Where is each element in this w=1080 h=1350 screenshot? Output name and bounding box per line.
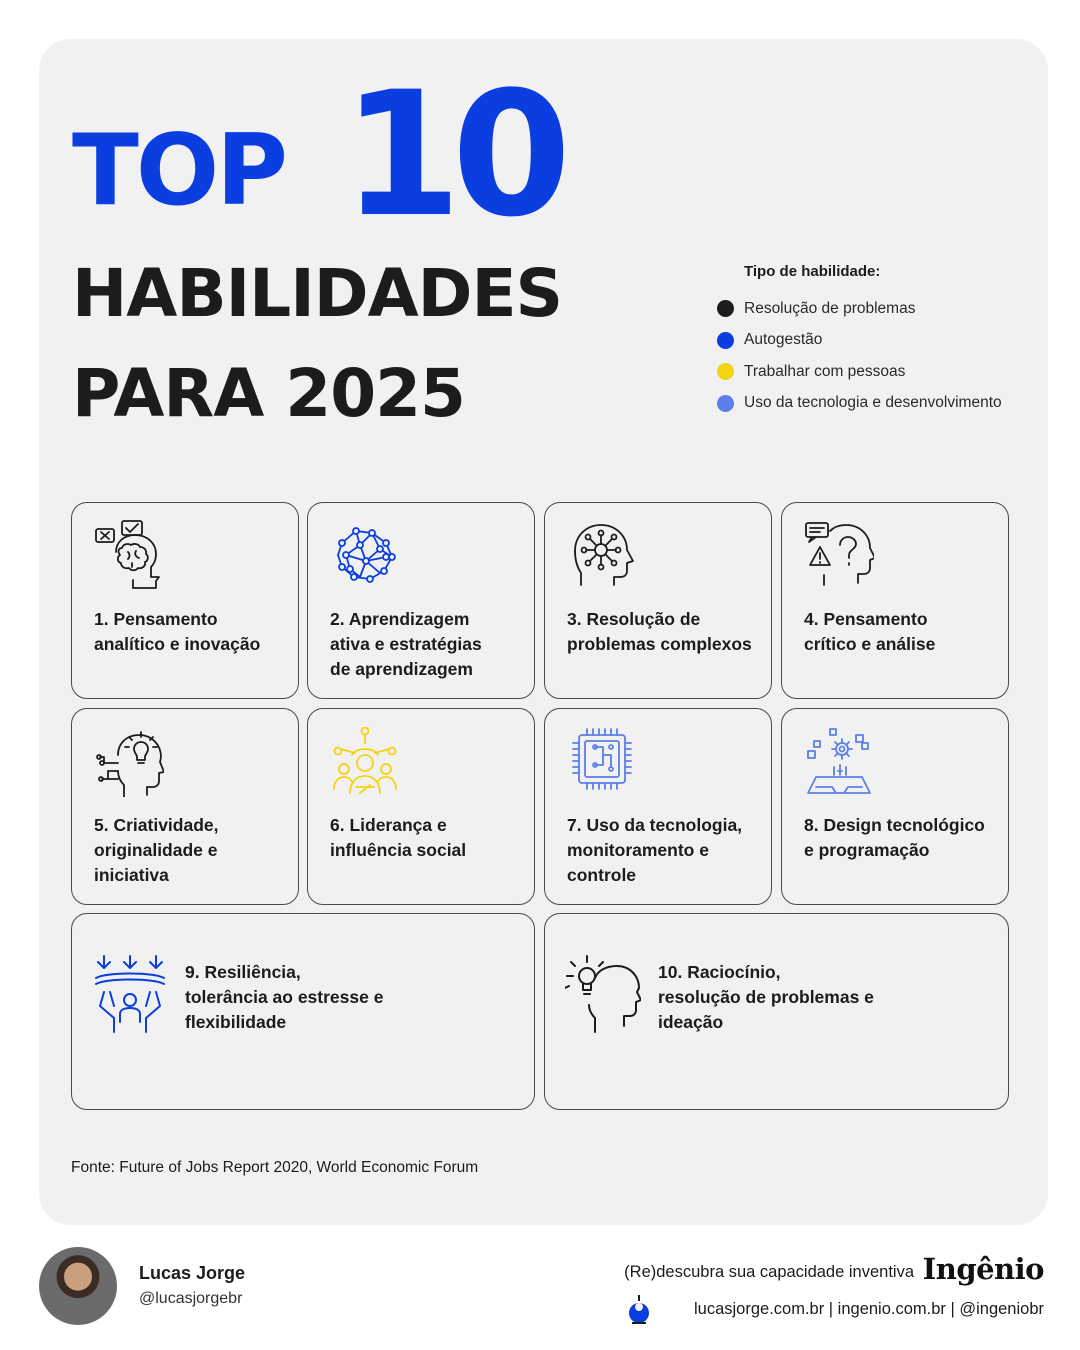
legend-dot	[717, 395, 734, 412]
skill-label: 7. Uso da tecnologia, monitoramento e controle	[567, 815, 743, 885]
head-question-icon	[804, 519, 874, 591]
skill-card-3	[544, 502, 772, 699]
skill-card-6	[307, 708, 535, 905]
legend-label: Uso da tecnologia e desenvolvimento	[744, 394, 1002, 412]
chip-icon	[567, 725, 637, 797]
legend-label: Resolução de problemas	[744, 299, 916, 317]
skill-card-4	[781, 502, 1009, 699]
legend	[717, 263, 1037, 419]
author-avatar	[39, 1247, 117, 1325]
legend-title: Tipo de habilidade:	[744, 263, 881, 280]
legend-dot	[717, 363, 734, 380]
legend-dot	[717, 300, 734, 317]
leader-group-icon	[330, 725, 400, 797]
title-line-2: PARA 2025	[72, 355, 465, 432]
source-note: Fonte: Future of Jobs Report 2020, World Economic Forum	[71, 1159, 479, 1176]
skill-label: 5. Criatividade, originalidade e iniciativa	[94, 815, 219, 885]
skill-card-5	[71, 708, 299, 905]
skill-card-9	[71, 913, 535, 1110]
title-top-word: TOP	[72, 114, 285, 228]
skill-label: 1. Pensamento analítico e inovação	[94, 609, 261, 654]
title-ten-number: 10	[342, 54, 562, 255]
head-network-icon	[567, 519, 637, 591]
skill-card-1	[71, 502, 299, 699]
legend-label: Autogestão	[744, 331, 823, 349]
footer-links[interactable]: lucasjorge.com.br | ingenio.com.br | @ingeniobr	[694, 1300, 1044, 1318]
skill-label: 2. Aprendizagem ativa e estratégias de aprendizagem	[330, 609, 482, 679]
skill-card-2	[307, 502, 535, 699]
author-name: Lucas Jorge	[139, 1263, 246, 1283]
head-lightbulb-icon	[94, 725, 164, 797]
skill-label: 9. Resiliência, tolerância ao estresse e flexibilidade	[185, 962, 384, 1032]
gear-platform-icon	[804, 725, 874, 797]
brain-analysis-icon	[94, 519, 164, 591]
head-idea-icon	[565, 952, 641, 1036]
title-line-1: HABILIDADES	[72, 255, 563, 332]
legend-item-working-with-people	[717, 356, 1037, 388]
neural-brain-icon	[330, 519, 400, 591]
legend-dot	[717, 332, 734, 349]
footer-tagline: (Re)descubra sua capacidade inventiva	[624, 1263, 914, 1281]
skill-card-10	[544, 913, 1009, 1110]
skill-card-8	[781, 708, 1009, 905]
skill-label: 6. Liderança e influência social	[330, 815, 467, 860]
legend-label: Trabalhar com pessoas	[744, 362, 906, 380]
skill-label: 8. Design tecnológico e programação	[804, 815, 985, 860]
brand-logo: Ingênio	[922, 1252, 1044, 1286]
author-handle[interactable]: @lucasjorgebr	[139, 1290, 243, 1307]
legend-item-self-management	[717, 325, 1037, 357]
skill-label: 3. Resolução de problemas complexos	[567, 609, 752, 654]
legend-item-technology	[717, 388, 1037, 420]
skill-label: 4. Pensamento crítico e análise	[804, 609, 936, 654]
inventor-icon	[626, 1293, 652, 1327]
skill-label: 10. Raciocínio, resolução de problemas e ideação	[658, 962, 874, 1032]
skill-card-7	[544, 708, 772, 905]
resilience-icon	[92, 952, 168, 1036]
legend-item-problem-solving	[717, 293, 1037, 325]
